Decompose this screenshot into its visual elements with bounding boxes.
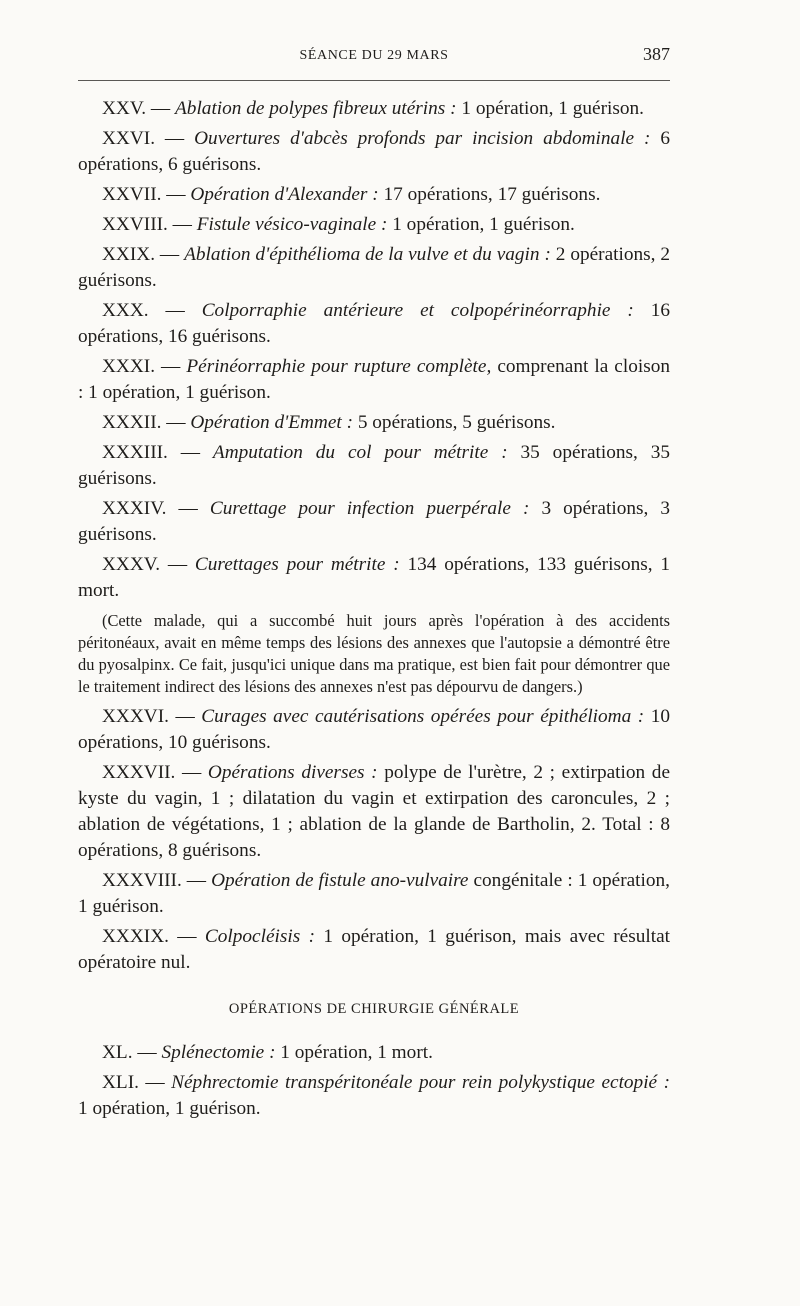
- entry-number: XXV. —: [102, 98, 176, 119]
- page-number: 387: [643, 44, 670, 64]
- entry-number: XXXVI. —: [102, 706, 202, 727]
- entry-title: Opérations diverses :: [207, 762, 378, 783]
- entry-37: [78, 760, 670, 864]
- entry-title: Ouvertures d'abcès profonds par incision abdominale :: [194, 128, 651, 149]
- entry-31: [78, 354, 670, 406]
- footnote-paragraph: (Cette malade, qui a succombé huit jours après l'opération à des accidents péritonéaux, avait en même temps des lésions des annexes que l'autopsie a démontré être du pyosalpinx. Ce fait, jusqu'ici unique dans ma pratique, est bien fait pour démontrer que le traitement indirect des lésions des annexes n'est pas dépourvu de dangers.): [78, 611, 670, 696]
- entry-39: [78, 924, 670, 976]
- entry-title: Colporraphie antérieure et colpopérinéorraphie :: [201, 300, 634, 321]
- page-header: [78, 44, 670, 74]
- entry-34: [78, 496, 670, 548]
- section-heading: OPÉRATIONS DE CHIRURGIE GÉNÉRALE: [228, 1001, 520, 1017]
- entry-title: Fistule vésico-vaginale :: [196, 214, 388, 235]
- entry-title: Curettage pour infection puerpérale :: [209, 498, 530, 519]
- entry-36: [78, 704, 670, 756]
- entry-text: 1 opération, 1 guérison.: [78, 1098, 261, 1119]
- entry-29: [78, 242, 670, 294]
- entry-title: Périnéorraphie pour rupture complète,: [186, 356, 492, 377]
- entry-number: XLI. —: [102, 1072, 172, 1093]
- entry-number: XXXVII. —: [102, 762, 208, 783]
- header-rule: [78, 80, 670, 81]
- entry-30: [78, 298, 670, 350]
- entry-text: comprenant la cloison : 1 opération, 1 guérison.: [78, 356, 671, 403]
- entry-number: XXXV. —: [102, 554, 195, 575]
- entry-title: Opération d'Emmet :: [190, 412, 353, 433]
- entry-number: XXXIX. —: [102, 926, 205, 947]
- entry-41: [78, 1070, 670, 1122]
- entry-text: 1 opération, 1 guérison.: [387, 214, 575, 235]
- entry-title: Splénectomie :: [161, 1042, 276, 1063]
- entry-text: 6 opérations, 6 guérisons.: [78, 128, 670, 175]
- entry-title: Colpocléisis :: [204, 926, 315, 947]
- entry-text: 1 opération, 1 guérison.: [456, 98, 644, 119]
- entry-38: [78, 868, 670, 920]
- entry-title: Opération de fistule ano-vulvaire: [211, 870, 469, 891]
- entry-title: Ablation de polypes fibreux utérins :: [175, 98, 457, 119]
- entry-text: polype de l'urètre, 2 ; extirpation de kyste du vagin, 1 ; dilatation du vagin et extirpation des caroncules, 2 ; ablation de végétations, 1 ; ablation de la glande de Bartholin, 2. Total : 8 opérations, 8 guérisons.: [78, 762, 671, 861]
- entry-text: 35 opérations, 35 guérisons.: [78, 442, 670, 489]
- entry-text: 16 opérations, 16 guérisons.: [78, 300, 670, 347]
- entry-text: congénitale : 1 opération, 1 guérison.: [78, 870, 670, 917]
- entry-25: [78, 96, 670, 122]
- entry-number: XXVII. —: [102, 184, 191, 205]
- entry-33: [78, 440, 670, 492]
- entry-text: 2 opérations, 2 guérisons.: [78, 244, 671, 291]
- entry-32: [78, 410, 670, 436]
- running-head: SÉANCE DU 29 MARS: [299, 48, 449, 63]
- entry-title: Opération d'Alexander :: [190, 184, 379, 205]
- entry-text: 10 opérations, 10 guérisons.: [78, 706, 670, 753]
- entry-title: Curettages pour métrite :: [194, 554, 400, 575]
- entry-number: XXVI. —: [102, 128, 195, 149]
- entry-title: Curages avec cautérisations opérées pour épithélioma :: [201, 706, 645, 727]
- entry-text: 1 opération, 1 guérison, mais avec résultat opératoire nul.: [78, 926, 670, 973]
- entry-text: 3 opérations, 3 guérisons.: [78, 498, 670, 545]
- entry-number: XXXIII. —: [102, 442, 213, 463]
- entry-28: [78, 212, 670, 238]
- entry-number: XXXVIII. —: [102, 870, 212, 891]
- entry-title: Néphrectomie transpéritonéale pour rein polykystique ectopié :: [171, 1072, 670, 1093]
- entry-number: XXXI. —: [102, 356, 187, 377]
- page-body: [78, 96, 670, 1126]
- entry-number: XXVIII. —: [102, 214, 197, 235]
- entry-title: Ablation d'épithélioma de la vulve et du vagin :: [184, 244, 551, 265]
- entry-text: 17 opérations, 17 guérisons.: [378, 184, 601, 205]
- entry-number: XXX. —: [102, 300, 202, 321]
- entry-title: Amputation du col pour métrite :: [212, 442, 508, 463]
- entry-26: [78, 126, 670, 178]
- entry-number: XXIX. —: [102, 244, 185, 265]
- entry-number: XXXIV. —: [102, 498, 210, 519]
- entry-text: 1 opération, 1 mort.: [275, 1042, 433, 1063]
- entry-40: [78, 1040, 670, 1066]
- entry-27: [78, 182, 670, 208]
- entry-35: [78, 552, 670, 604]
- entry-text: 134 opérations, 133 guérisons, 1 mort.: [78, 554, 671, 601]
- entry-number: XXXII. —: [102, 412, 191, 433]
- entry-number: XL. —: [102, 1042, 162, 1063]
- entry-text: 5 opérations, 5 guérisons.: [353, 412, 556, 433]
